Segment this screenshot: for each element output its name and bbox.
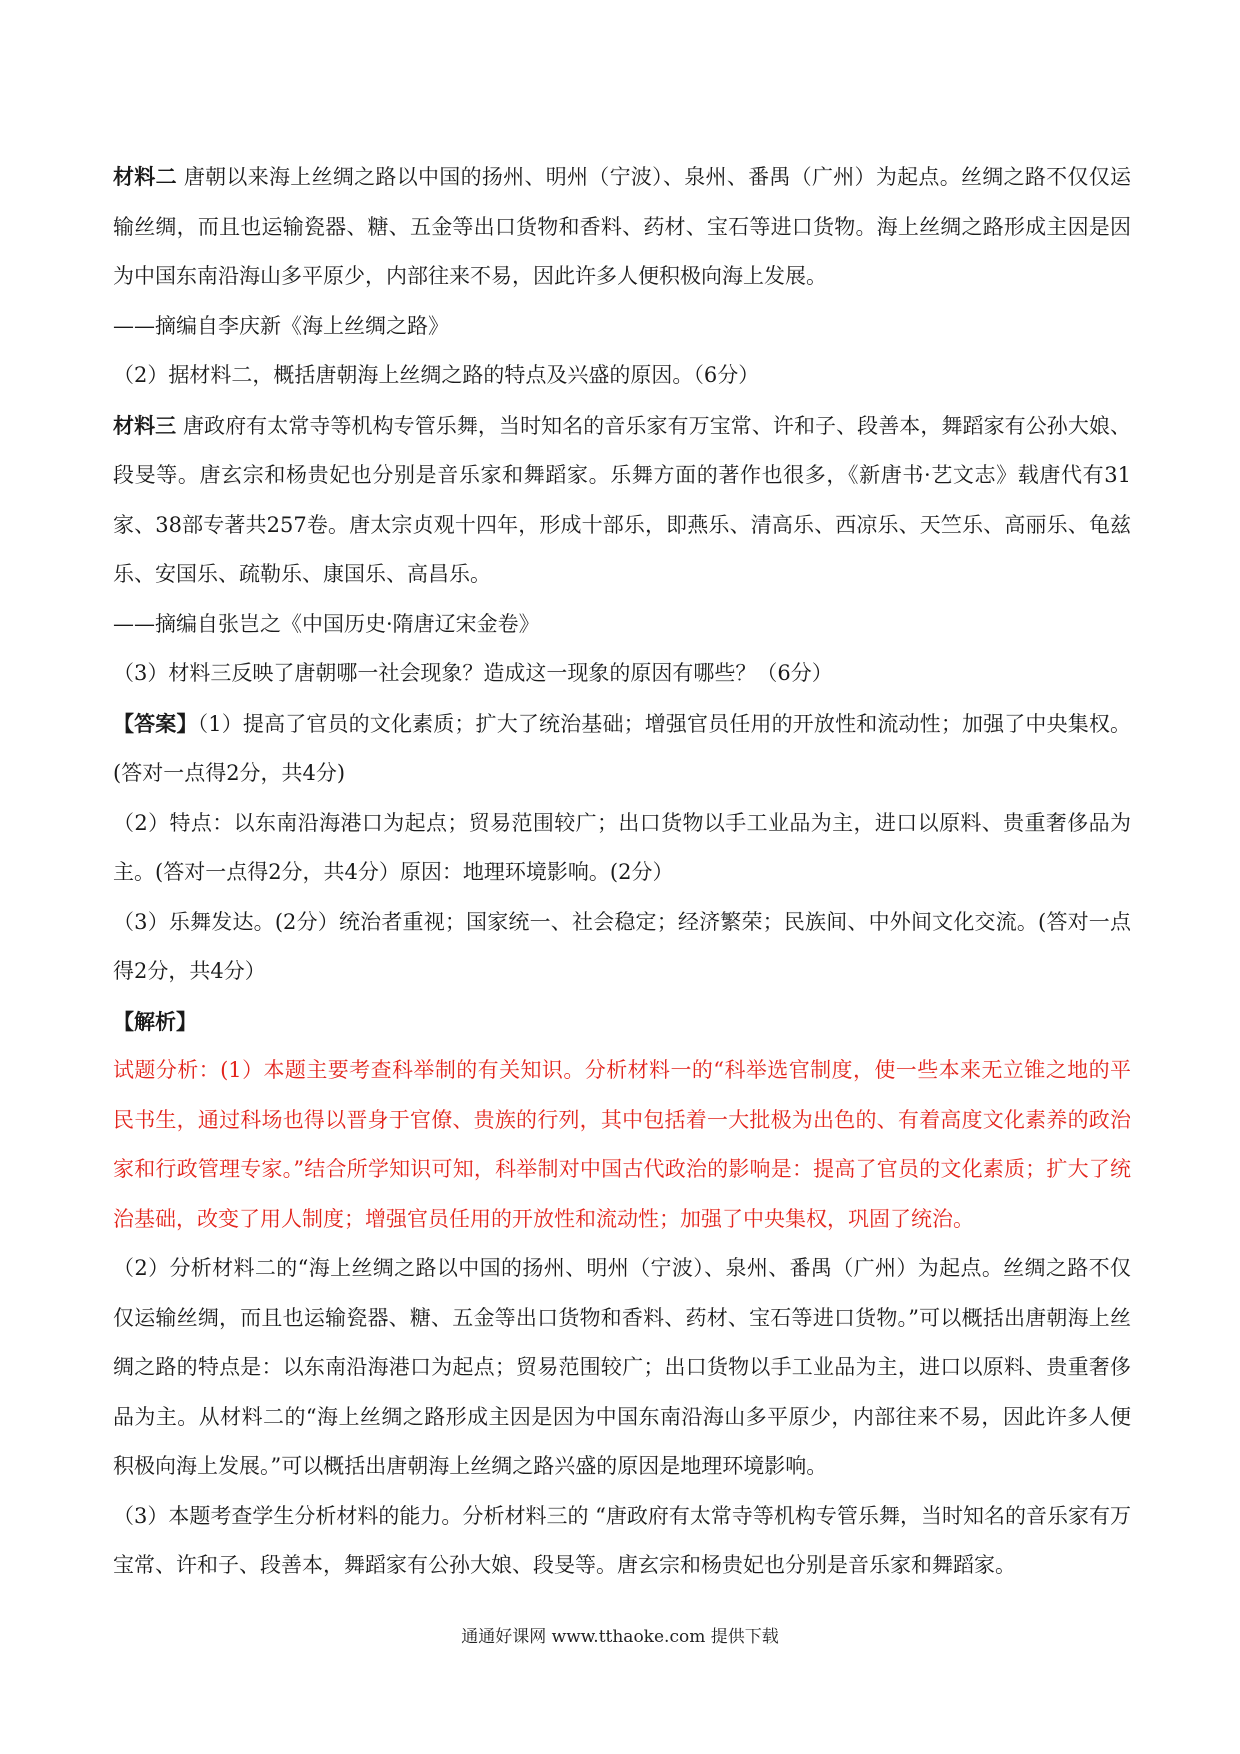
analysis-paragraph-1: 试题分析：(1）本题主要考查科举制的有关知识。分析材料一的“科举选官制度，使一些本来无立锥之地的平民书生，通过科场也得以晋身于官僚、贵族的行列，其中包括着一大批极为出色的、有着高度文化素养的政治家和行政管理专家。”结合所学知识可知，科举制对中国古代政治的影响是：提高了官员的文化素质；扩大了统治基础，改变了用人制度；增强官员任用的开放性和流动性；加强了中央集权，巩固了统治。	[113, 1058, 1131, 1231]
material3-text: 唐政府有太常寺等机构专管乐舞，当时知名的音乐家有万宝常、许和子、段善本，舞蹈家有公孙大娘、段旻等。唐玄宗和杨贵妃也分别是音乐家和舞蹈家。乐舞方面的著作也很多，《新唐书·艺文志》载唐代有31家、38部专著共257卷。唐太宗贞观十四年，形成十部乐，即燕乐、清高乐、西凉乐、天竺乐、高丽乐、龟兹乐、安国乐、疏勒乐、康国乐、高昌乐。	[113, 413, 1132, 586]
material2-label: 材料二	[113, 164, 177, 189]
analysis-paragraph-2: （2）分析材料二的“海上丝绸之路以中国的扬州、明州（宁波）、泉州、番禺（广州）为起点。丝绸之路不仅仅运输丝绸，而且也运输瓷器、糖、五金等出口货物和香料、药材、宝石等进口货物。”可以概括出唐朝海上丝绸之路的特点是：以东南沿海港口为起点；贸易范围较广；出口货物以手工业品为主，进口以原料、贵重奢侈品为主。从材料二的“海上丝绸之路形成主因是因为中国东南沿海山多平原少，内部往来不易，因此许多人便积极向海上发展。”可以概括出唐朝海上丝绸之路兴盛的原因是地理环境影响。	[113, 1256, 1131, 1478]
answer-label: 【答案】	[113, 710, 198, 736]
answer-2: （2）特点：以东南沿海港口为起点；贸易范围较广；出口货物以手工业品为主，进口以原料、贵重奢侈品为主。(答对一点得2分，共4分）原因：地理环境影响。(2分）	[113, 810, 1131, 884]
question2: （2）据材料二，概括唐朝海上丝绸之路的特点及兴盛的原因。（6分）	[113, 363, 760, 387]
page-content	[113, 152, 1131, 1591]
material3-source: ——摘编自张岂之《中国历史·隋唐辽宋金卷》	[113, 611, 540, 636]
answer-3: （3）乐舞发达。(2分）统治者重视；国家统一、社会稳定；经济繁荣；民族间、中外间文化交流。(答对一点得2分，共4分）	[113, 909, 1131, 983]
material2-text: 唐朝以来海上丝绸之路以中国的扬州、明州（宁波）、泉州、番禺（广州）为起点。丝绸之路不仅仅运输丝绸，而且也运输瓷器、糖、五金等出口货物和香料、药材、宝石等进口货物。海上丝绸之路形成主因是因为中国东南沿海山多平原少，内部往来不易，因此许多人便积极向海上发展。	[113, 165, 1132, 288]
answer-1	[113, 699, 1131, 799]
page-footer: 通通好课网 www.tthaoke.com 提供下载	[461, 1627, 779, 1647]
analysis-label: 【解析】	[113, 1008, 197, 1034]
material2-source: ——摘编自李庆新《海上丝绸之路》	[113, 313, 449, 338]
material2-paragraph	[113, 152, 1131, 302]
answer-1-text: （1）提高了官员的文化素质；扩大了统治基础；增强官员任用的开放性和流动性；加强了中央集权。(答对一点得2分，共4分)	[113, 711, 1132, 785]
analysis-paragraph-3: （3）本题考查学生分析材料的能力。分析材料三的 “唐政府有太常寺等机构专管乐舞，当时知名的音乐家有万宝常、许和子、段善本，舞蹈家有公孙大娘、段旻等。唐玄宗和杨贵妃也分别是音乐家和舞蹈家。	[113, 1503, 1131, 1577]
question3: （3）材料三反映了唐朝哪一社会现象？造成这一现象的原因有哪些？（6分）	[113, 661, 833, 685]
material3-paragraph	[113, 401, 1131, 600]
material3-label: 材料三	[113, 412, 177, 438]
